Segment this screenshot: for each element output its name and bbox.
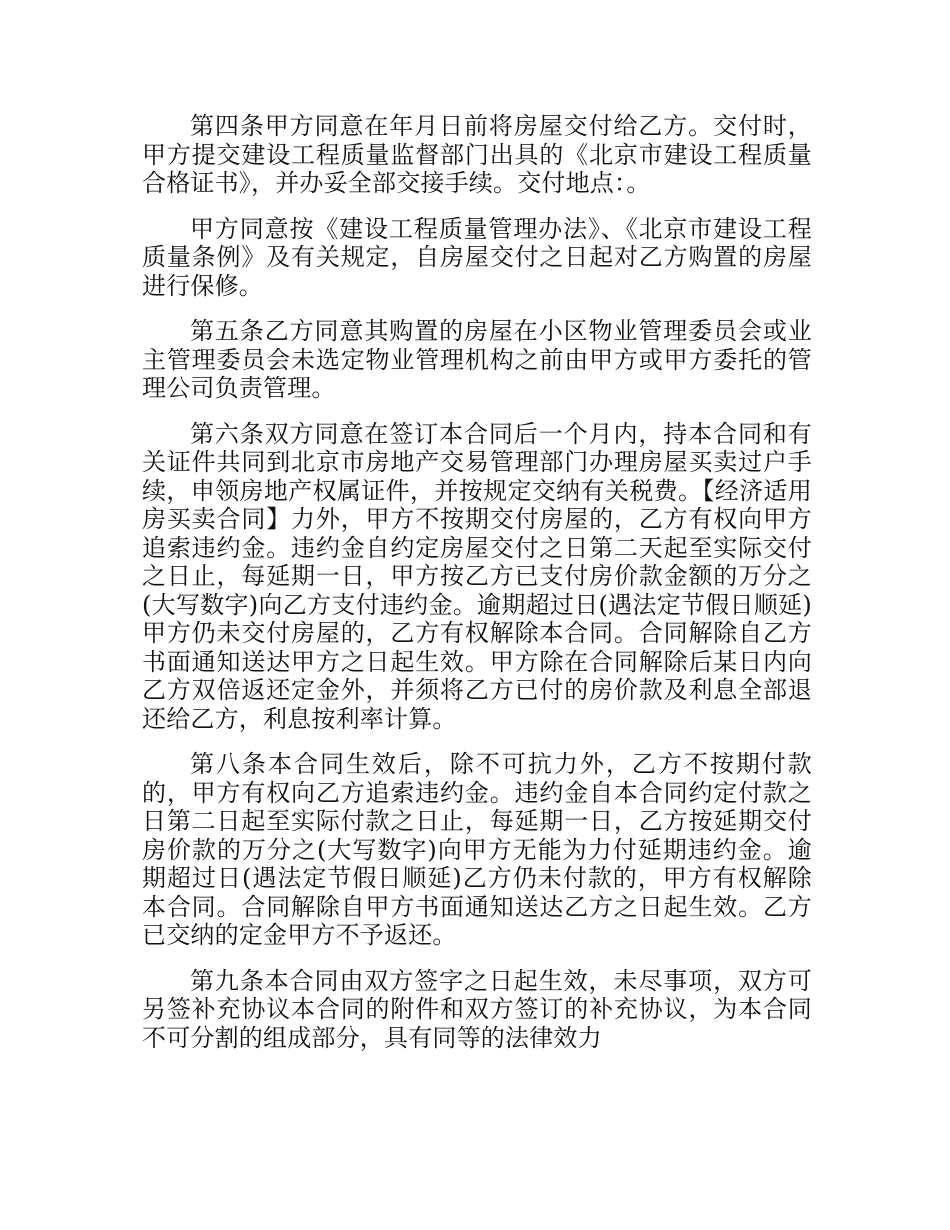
paragraph-article-8: 第八条本合同生效后，除不可抗力外，乙方不按期付款的，甲方有权向乙方追索违约金。违约金自本合同约定付款之日第二日起至实际付款之日止，每延期一日，乙方按延期交付房价款的万分之(大写数字)向甲方无能为力付延期违约金。逾期超过日(遇法定节假日顺延)乙方仍未付款的，甲方有权解除本合同。合同解除自甲方书面通知送达乙方之日起生效。乙方已交纳的定金甲方不予返还。 — [142, 750, 812, 949]
paragraph-article-5: 第五条乙方同意其购置的房屋在小区物业管理委员会或业主管理委员会未选定物业管理机构之前由甲方或甲方委托的管理公司负责管理。 — [142, 317, 812, 402]
paragraph-article-4: 第四条甲方同意在年月日前将房屋交付给乙方。交付时，甲方提交建设工程质量监督部门出具的《北京市建设工程质量合格证书》，并办妥全部交接手续。交付地点：。 — [142, 112, 812, 197]
paragraph-article-9: 第九条本合同由双方签字之日起生效，未尽事项，双方可另签补充协议本合同的附件和双方签订的补充协议，为本合同不可分割的组成部分，具有同等的法律效力 — [142, 966, 812, 1052]
paragraph-article-6: 第六条双方同意在签订本合同后一个月内，持本合同和有关证件共同到北京市房地产交易管理部门办理房屋买卖过户手续，申领房地产权属证件，并按规定交纳有关税费。【经济适用房买卖合同】力外，甲方不按期交付房屋的，乙方有权向甲方追索违约金。违约金自约定房屋交付之日第二天起至实际交付之日止，每延期一日，甲方按乙方已支付房价款金额的万分之(大写数字)向乙方支付违约金。逾期超过日(遇法定节假日顺延)甲方仍未交付房屋的，乙方有权解除本合同。合同解除自乙方书面通知送达甲方之日起生效。甲方除在合同解除后某日内向乙方双倍返还定金外，并须将乙方已付的房价款及利息全部退还给乙方，利息按利率计算。 — [142, 419, 812, 733]
document-page — [142, 112, 812, 1069]
paragraph-warranty: 甲方同意按《建设工程质量管理办法》、《北京市建设工程质量条例》及有关规定，自房屋交付之日起对乙方购置的房屋进行保修。 — [142, 214, 812, 300]
